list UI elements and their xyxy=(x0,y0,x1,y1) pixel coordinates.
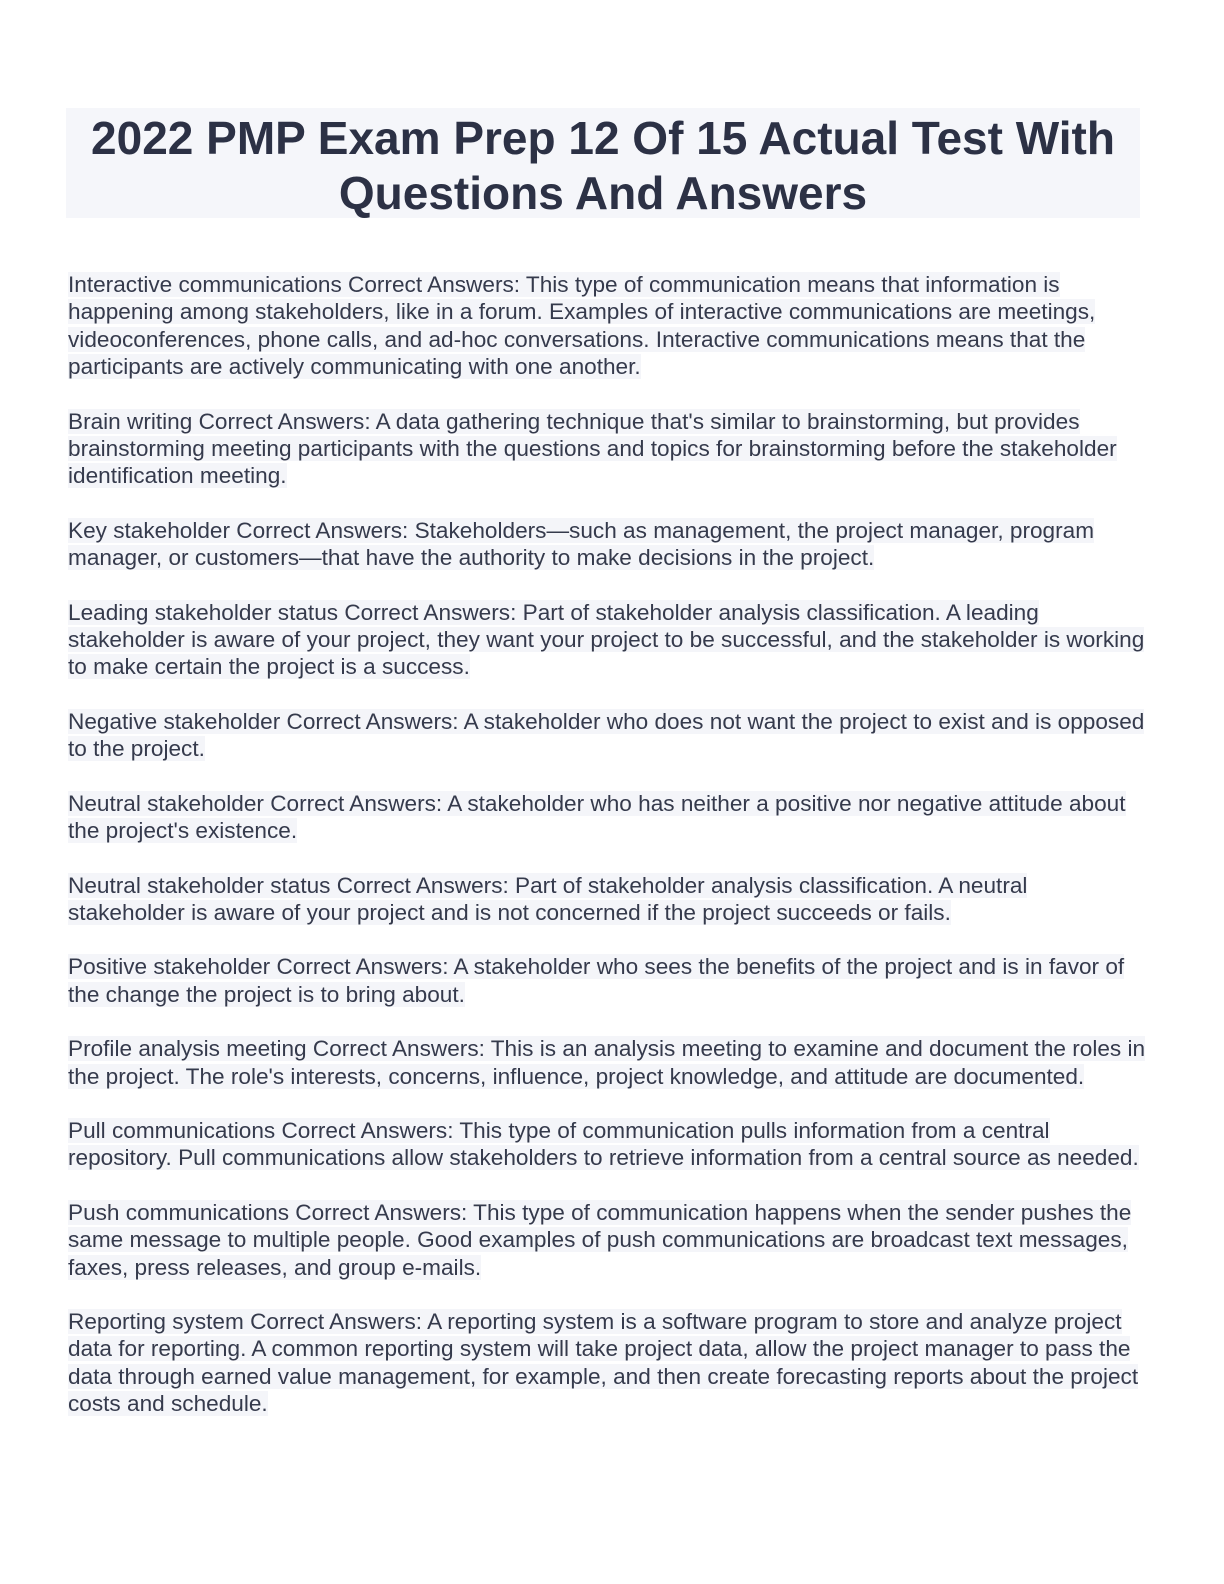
entry-text: Brain writing Correct Answers: A data gathering technique that's similar to brainstorming, but provides brainstorming meeting participants with the questions and topics for brainstorming before the stakeholder identification meeting. xyxy=(68,408,1117,489)
entry-neutral-stakeholder-status xyxy=(68,872,1148,927)
entry-leading-stakeholder-status xyxy=(68,599,1148,681)
entry-neutral-stakeholder xyxy=(68,790,1148,845)
entry-text: Positive stakeholder Correct Answers: A stakeholder who sees the benefits of the project and is in favor of the change the project is to bring about. xyxy=(68,954,1125,1007)
entry-push-communications xyxy=(68,1199,1148,1281)
entry-list xyxy=(68,271,1148,1445)
entry-brain-writing xyxy=(68,408,1148,490)
entry-text: Negative stakeholder Correct Answers: A stakeholder who does not want the project to exist and is opposed to the project. xyxy=(68,708,1145,762)
entry-text: Leading stakeholder status Correct Answers: Part of stakeholder analysis classification. A leading stakeholder is aware of your project, they want your project to be successful, and the stakeholder is working to make certain the project is a success. xyxy=(68,599,1145,680)
entry-reporting-system xyxy=(68,1308,1148,1418)
entry-text: Neutral stakeholder Correct Answers: A stakeholder who has neither a positive nor negative attitude about the project's existence. xyxy=(68,790,1126,844)
entry-text: Push communications Correct Answers: This type of communication happens when the sender pushes the same message to multiple people. Good examples of push communications are broadcast text messages, faxes, press releases, and group e-mails. xyxy=(68,1199,1132,1280)
entry-text: Key stakeholder Correct Answers: Stakeholders—such as management, the project manager, program manager, or customers—that have the authority to make decisions in the project. xyxy=(68,517,1095,571)
entry-text: Pull communications Correct Answers: This type of communication pulls information from a central repository. Pull communications allow stakeholders to retrieve information from a central source as needed. xyxy=(68,1117,1139,1171)
title-block xyxy=(66,108,1140,218)
entry-text: Reporting system Correct Answers: A reporting system is a software program to store and analyze project data for reporting. A common reporting system will take project data, allow the project manager to pass the data through earned value management, for example, and then create forecasting reports about the project costs and schedule. xyxy=(68,1308,1139,1417)
entry-pull-communications xyxy=(68,1117,1148,1172)
entry-interactive-communications xyxy=(68,271,1148,381)
document-title: 2022 PMP Exam Prep 12 Of 15 Actual Test With Questions And Answers xyxy=(91,112,1115,219)
entry-profile-analysis-meeting xyxy=(68,1035,1148,1090)
entry-negative-stakeholder xyxy=(68,708,1148,763)
entry-key-stakeholder xyxy=(68,517,1148,572)
entry-text: Profile analysis meeting Correct Answers: This is an analysis meeting to examine and document the roles in the project. The role's interests, concerns, influence, project knowledge, and attitude are documented. xyxy=(68,1036,1146,1089)
entry-text: Interactive communications Correct Answers: This type of communication means that information is happening among stakeholders, like in a forum. Examples of interactive communications are meetings, videoconferences, phone calls, and ad-hoc conversations. Interactive communications means that the participants are actively communicating with one another. xyxy=(68,272,1096,380)
entry-text: Neutral stakeholder status Correct Answers: Part of stakeholder analysis classification. A neutral stakeholder is aware of your project and is not concerned if the project succeeds or fails. xyxy=(68,872,1028,925)
entry-positive-stakeholder xyxy=(68,953,1148,1008)
